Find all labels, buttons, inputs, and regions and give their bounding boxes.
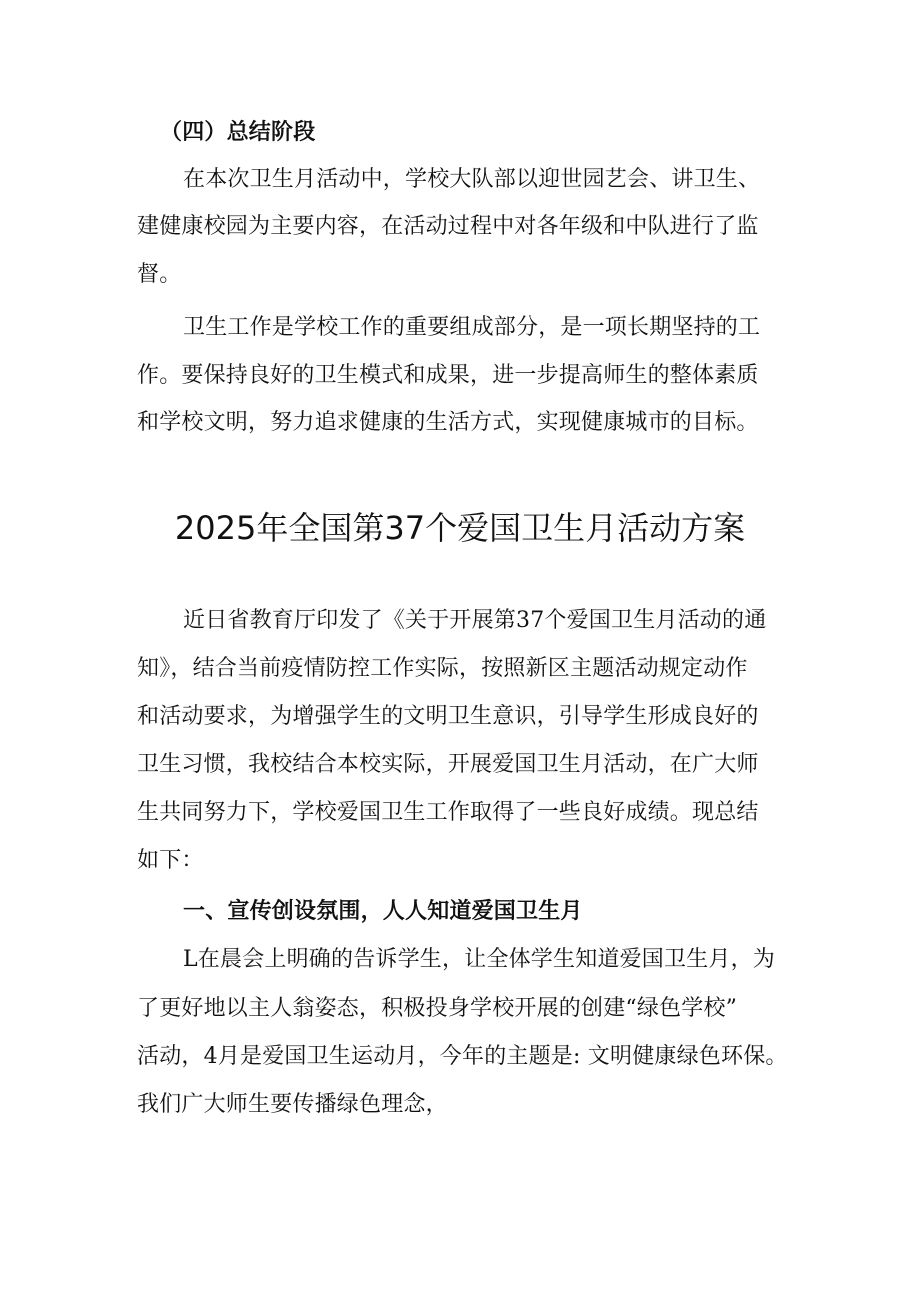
intro-line2: 知》，结合当前疫情防控工作实际，按照新区主题活动规定动作 [137,656,748,681]
section-one-line1: L在晨会上明确的告诉学生，让全体学生知道爱国卫生月，为 [183,947,776,972]
summary-para1-line2: 建健康校园为主要内容，在活动过程中对各年级和中队进行了监 [137,214,759,239]
summary-para2-line1: 卫生工作是学校工作的重要组成部分，是一项长期坚持的工 [183,315,761,340]
intro-line6: 如下： [137,848,204,873]
summary-para2-line3: 和学校文明，努力追求健康的生活方式，实现健康城市的目标。 [137,410,759,435]
intro-line3: 和活动要求，为增强学生的文明卫生意识，引导学生形成良好的 [137,704,759,729]
section-one-line3: 活动，4月是爱国卫生运动月，今年的主题是: 文明健康绿色环保。 [137,1044,788,1069]
section-one-heading: 一、宣传创设氛围，人人知道爱国卫生月 [183,898,583,924]
section-one-line4: 我们广大师生要传播绿色理念， [137,1092,448,1117]
section-one-line2: 了更好地以主人翁姿态，积极投身学校开展的创建“绿色学校” [137,996,738,1021]
summary-para1-line1: 在本次卫生月活动中，学校大队部以迎世园艺会、讲卫生、 [183,167,761,192]
document-title: 2025年全国第37个爱国卫生月活动方案 [174,509,746,547]
intro-line1: 近日省教育厅印发了《关于开展第37个爱国卫生月活动的通 [183,608,767,633]
summary-para1-line3: 督。 [137,262,182,287]
intro-line4: 卫生习惯，我校结合本校实际，开展爱国卫生月活动，在广大师 [137,752,759,777]
intro-line5: 生共同努力下，学校爱国卫生工作取得了一些良好成绩。现总结 [137,800,759,825]
summary-para2-line2: 作。要保持良好的卫生模式和成果，进一步提高师生的整体素质 [137,363,759,388]
section-summary-heading: （四）总结阶段 [160,119,316,145]
